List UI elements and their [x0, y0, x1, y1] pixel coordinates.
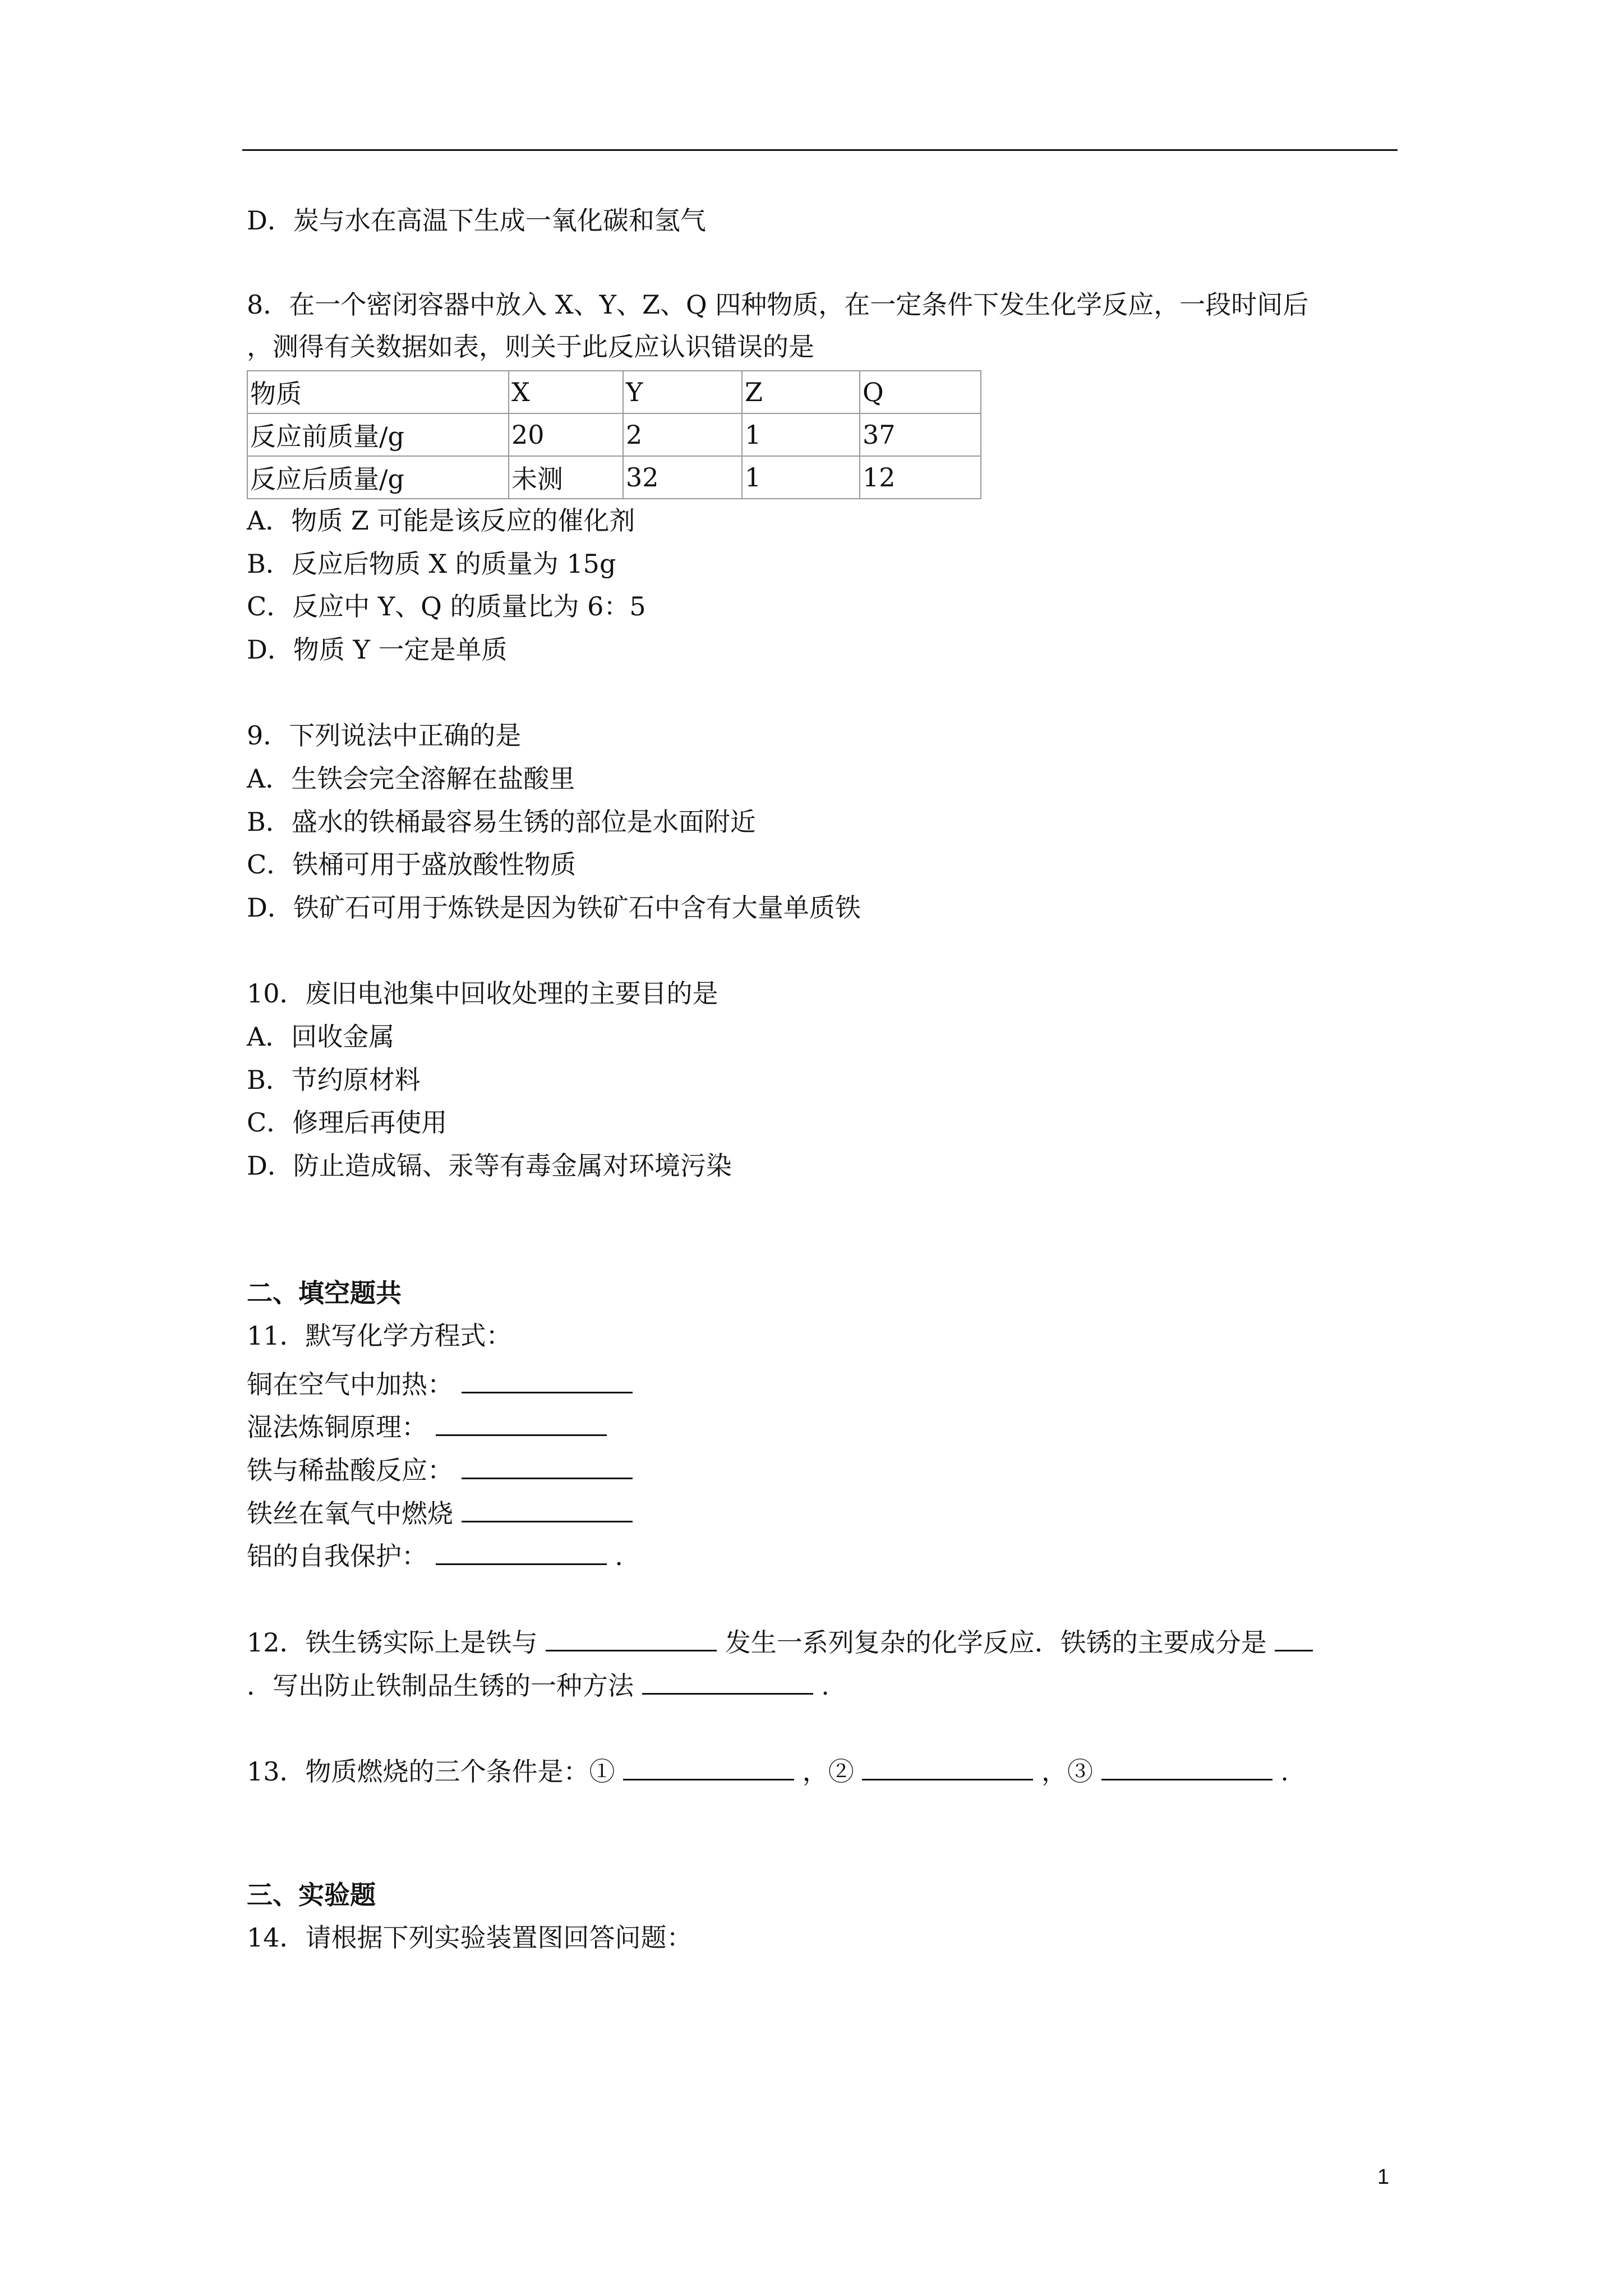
- header-rule: [242, 149, 1398, 151]
- end-mark: .: [821, 1671, 829, 1701]
- page-number: 1: [1377, 2165, 1390, 2189]
- q11-item: [247, 1409, 607, 1440]
- q11-item-label: 铁与稀盐酸反应：: [247, 1455, 453, 1485]
- q11-stem: 11．默写化学方程式：: [247, 1320, 512, 1351]
- q11-item: [247, 1452, 633, 1483]
- answer-blank[interactable]: [462, 1452, 633, 1479]
- section-title-fill-in: 二、填空题共: [247, 1278, 402, 1308]
- q11-item-label: 铁丝在氧气中燃烧: [247, 1498, 453, 1529]
- table-row: [247, 413, 981, 456]
- q8-data-table: [247, 370, 981, 499]
- q7-option-d: D．炭与水在高温下生成一氧化碳和氢气: [247, 205, 706, 236]
- q8-stem-line2: ，测得有关数据如表，则关于此反应认识错误的是: [247, 332, 814, 362]
- q8-stem-line1: 8．在一个密闭容器中放入 X、Y、Z、Q 四种物质，在一定条件下发生化学反应，一段时间后: [247, 289, 1309, 320]
- q12-line2: [247, 1667, 829, 1699]
- table-cell: Q: [860, 371, 981, 413]
- table-cell: 1: [742, 456, 860, 499]
- q9-option-c: C．铁桶可用于盛放酸性物质: [247, 849, 577, 880]
- table-cell: 32: [623, 456, 742, 499]
- q13-line: [247, 1753, 1289, 1787]
- q10-option-b: B．节约原材料: [247, 1065, 421, 1095]
- table-cell: Y: [623, 371, 742, 413]
- q8-option-c: C．反应中 Y、Q 的质量比为 6：5: [247, 591, 646, 622]
- table-cell: 未测: [509, 456, 623, 499]
- table-cell: 1: [742, 413, 860, 456]
- q13-text: 13．物质燃烧的三个条件是：①: [247, 1756, 615, 1787]
- q8-option-d: D．物质 Y 一定是单质: [247, 634, 508, 665]
- table-cell: 12: [860, 456, 981, 499]
- table-cell: 37: [860, 413, 981, 456]
- answer-blank[interactable]: [623, 1753, 794, 1780]
- q9-option-d: D．铁矿石可用于炼铁是因为铁矿石中含有大量单质铁: [247, 892, 861, 923]
- q11-item-label: 铜在空气中加热：: [247, 1369, 453, 1400]
- q12-text: 12．铁生锈实际上是铁与: [247, 1627, 538, 1658]
- q11-item-label: 铝的自我保护：: [247, 1541, 427, 1571]
- q12-text: 发生一系列复杂的化学反应．铁锈的主要成分是: [725, 1627, 1267, 1658]
- q12-line1: [247, 1624, 1313, 1658]
- table-cell: Z: [742, 371, 860, 413]
- table-row: [247, 456, 981, 499]
- section-title-experiment: 三、实验题: [247, 1880, 376, 1910]
- table-cell: 物质: [247, 371, 509, 413]
- q8-option-a: A．物质 Z 可能是该反应的催化剂: [247, 505, 635, 536]
- q8-option-b: B．反应后物质 X 的质量为 15g: [247, 549, 616, 579]
- q14-stem: 14．请根据下列实验装置图回答问题：: [247, 1922, 693, 1953]
- answer-blank[interactable]: [862, 1753, 1033, 1780]
- table-cell: 2: [623, 413, 742, 456]
- q11-item: [247, 1538, 623, 1569]
- q9-stem: 9．下列说法中正确的是: [247, 720, 522, 751]
- table-cell: 20: [509, 413, 623, 456]
- q10-option-a: A．回收金属: [247, 1022, 395, 1052]
- table-cell: 反应后质量/g: [247, 456, 509, 499]
- answer-blank[interactable]: [642, 1667, 813, 1695]
- q9-option-b: B．盛水的铁桶最容易生锈的部位是水面附近: [247, 807, 756, 837]
- answer-blank[interactable]: [462, 1495, 633, 1522]
- q11-item-label: 湿法炼铜原理：: [247, 1412, 427, 1442]
- answer-blank[interactable]: [462, 1366, 633, 1393]
- table-cell: 反应前质量/g: [247, 413, 509, 456]
- answer-blank[interactable]: [436, 1409, 607, 1436]
- q10-option-d: D．防止造成镉、汞等有毒金属对环境污染: [247, 1151, 732, 1181]
- q12-text: ．写出防止铁制品生锈的一种方法: [247, 1671, 634, 1701]
- end-mark: .: [615, 1541, 623, 1571]
- end-mark: .: [1280, 1756, 1289, 1787]
- answer-blank[interactable]: [436, 1538, 607, 1565]
- table-header-row: [247, 371, 981, 413]
- q11-item: [247, 1495, 633, 1529]
- q10-option-c: C．修理后再使用: [247, 1107, 448, 1138]
- answer-blank[interactable]: [1101, 1753, 1272, 1780]
- q11-item: [247, 1366, 633, 1400]
- table-cell: X: [509, 371, 623, 413]
- q10-stem: 10．废旧电池集中回收处理的主要目的是: [247, 978, 718, 1009]
- q9-option-a: A．生铁会完全溶解在盐酸里: [247, 763, 575, 794]
- q13-text: ，③: [1041, 1756, 1094, 1787]
- answer-blank[interactable]: [1275, 1624, 1313, 1651]
- q13-text: ，②: [802, 1756, 854, 1787]
- answer-blank[interactable]: [546, 1624, 717, 1651]
